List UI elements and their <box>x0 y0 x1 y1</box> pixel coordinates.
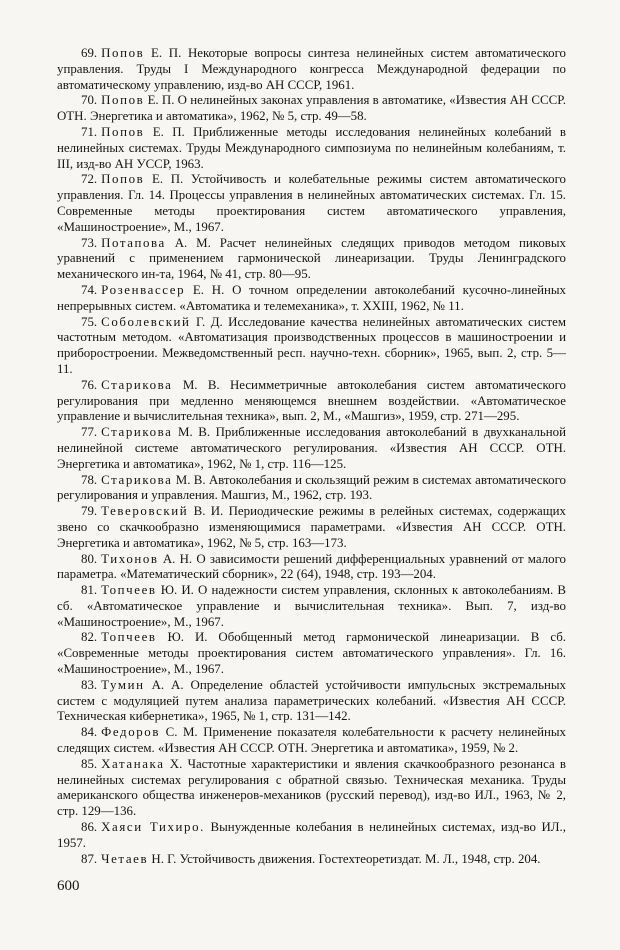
entry-number: 85. <box>81 756 98 771</box>
entry-number: 83. <box>81 677 98 692</box>
entry-author: Четаев <box>101 851 149 866</box>
entry-text: В. И. Периодические режимы в релейных системах, содержащих звено со скачкообразно изменяющимися параметрами. «Известия АН СССР. ОТН. Энергетика и автоматика», 1962, № 5, стр. 163—173. <box>57 504 566 550</box>
entry-number: 73. <box>81 235 98 250</box>
entry-author: Топчеев <box>101 630 157 645</box>
entry-number: 72. <box>81 172 98 187</box>
entry-text: А. А. Определение областей устойчивости импульсных экстремальных систем с модуляцией путем анализа параметрических колебаний. «Известия АН СССР. Техническая кибернетика», 1965, № 1, стр. 131—142. <box>57 677 566 724</box>
entry-author: Тумин <box>101 677 145 692</box>
entry-text: М. В. Приближенные исследования автоколебаний в двухканальной нелинейной системе автоматического регулирования. «Известия АН СССР. ОТН. Энергетика и автоматика», 1962, № 1, стр. 116—125. <box>57 425 566 471</box>
entry-number: 76. <box>81 377 98 392</box>
entry-author: Тихонов <box>101 551 159 566</box>
bibliography-entry <box>57 46 566 93</box>
entry-author: Соболевский <box>101 314 191 329</box>
entry-author: Попов <box>101 93 145 108</box>
entry-number: 70. <box>81 93 98 108</box>
entry-author: Теверовский <box>101 504 189 519</box>
bibliography-entry <box>57 852 566 868</box>
entry-text: Е. П. О нелинейных законах управления в автоматике, «Известия АН СССР. ОТН. Энергетика и автоматика», 1962, № 5, стр. 49—58. <box>57 93 566 124</box>
entry-author: Старикова <box>101 472 173 487</box>
entry-number: 80. <box>81 551 98 566</box>
bibliography-entry <box>57 725 566 757</box>
entry-text: Ю. И. О надежности систем управления, склонных к автоколебаниям. В сб. «Автоматическое управление и вычислительная техника». Вып. 7, изд-во «Машиностроение», М., 1967. <box>57 583 566 629</box>
bibliography-entry <box>57 425 566 472</box>
entry-text: М. В. Несимметричные автоколебания систем автоматического регулирования при медленно меняющемся внешнем воздействии. «Автоматическое управление и вычислительная техника», вып. 2, М., «Машгиз», 1959, стр. 271—295. <box>57 377 566 424</box>
bibliography-entry <box>57 630 566 677</box>
bibliography-entry <box>57 504 566 551</box>
bibliography-entry <box>57 315 566 378</box>
entry-number: 71. <box>81 124 98 139</box>
bibliography-entry <box>57 172 566 235</box>
entry-number: 84. <box>81 725 98 740</box>
entry-text: С. М. Применение показателя колебательности к расчету нелинейных следящих систем. «Известия АН СССР. ОТН. Энергетика и автоматика», 1959, № 2. <box>57 725 566 756</box>
bibliography-entry <box>57 236 566 283</box>
bibliography-entry <box>57 473 566 505</box>
entry-author: Розенвассер <box>101 282 186 297</box>
entry-author: Попов <box>101 46 145 60</box>
entry-author: Федоров <box>101 725 161 740</box>
entry-number: 79. <box>81 504 98 519</box>
entry-text: Х. Частотные характеристики и явления скачкообразного резонанса в нелинейных системах регулирования с обратной связью. Техническая механика. Труды американского общества инженеров-механиков (русский перевод), изд-во ИЛ., 1963, № 2, стр. 129—136. <box>57 756 566 819</box>
bibliography-entry <box>57 678 566 725</box>
entry-number: 77. <box>81 425 98 440</box>
entry-text: А. Н. О зависимости решений дифференциальных уравнений от малого параметра. «Математический сборник», 22 (64), 1948, стр. 193—204. <box>57 551 566 582</box>
entry-text: Е. П. Устойчивость и колебательные режимы систем автоматического управления. Гл. 14. Процессы управления в нелинейных автоматических системах. Гл. 15. Современные методы проектирования систем автоматического управления, «Машиностроение», М., 1967. <box>57 172 566 234</box>
bibliography-entry <box>57 552 566 584</box>
bibliography-entry <box>57 583 566 630</box>
bibliography-entry <box>57 378 566 425</box>
bibliography-entry <box>57 125 566 172</box>
entry-author: Хаяси Тихиро. <box>101 820 205 835</box>
entry-number: 82. <box>81 630 98 645</box>
entry-text: А. М. Расчет нелинейных следящих приводов методом пиковых уравнений с применением гармонической линеаризации. Труды Ленинградского механического ин-та, 1964, № 41, стр. 80—95. <box>57 235 566 282</box>
entry-author: Попов <box>101 124 145 139</box>
entry-number: 75. <box>81 314 98 329</box>
entry-text: М. В. Автоколебания и скользящий режим в системах автоматического регулирования и управления. Машгиз, М., 1962, стр. 193. <box>57 472 566 503</box>
entry-number: 87. <box>81 851 98 866</box>
entry-number: 81. <box>81 583 98 598</box>
entry-text: Ю. И. Обобщенный метод гармонической линеаризации. В сб. «Современные методы проектирования систем автоматического управления». Гл. 16. «Машиностроение», М., 1967. <box>57 630 566 677</box>
entry-number: 78. <box>81 472 98 487</box>
entry-text: Н. Г. Устойчивость движения. Гостехтеоретиздат. М. Л., 1948, стр. 204. <box>151 851 541 866</box>
bibliography-entry <box>57 757 566 820</box>
entry-author: Старикова <box>101 377 173 392</box>
entry-text: Е. П. Некоторые вопросы синтеза нелинейных систем автоматического управления. Труды I Международного конгресса Международной федерации по автоматическому управлению, изд-во АН СССР, 1961. <box>57 46 566 92</box>
entry-author: Потапова <box>101 235 166 250</box>
entry-author: Попов <box>101 172 145 187</box>
entry-author: Хатанака <box>101 756 165 771</box>
entry-number: 86. <box>81 820 98 835</box>
entry-number: 69. <box>81 46 98 60</box>
bibliography-list <box>57 46 566 867</box>
entry-author: Топчеев <box>101 583 157 598</box>
bibliography-entry <box>57 93 566 125</box>
bibliography-entry <box>57 283 566 315</box>
entry-text: Е. Н. О точном определении автоколебаний кусочно-линейных непрерывных систем. «Автоматика и телемеханика», т. XXIII, 1962, № 11. <box>57 282 566 313</box>
entry-text: Вынужденные колебания в нелинейных системах, изд-во ИЛ., 1957. <box>57 820 566 850</box>
bibliography-entry <box>57 820 566 852</box>
entry-number: 74. <box>81 282 98 297</box>
entry-text: Г. Д. Исследование качества нелинейных автоматических систем частотным методом. «Автоматизация производственных процессов в машиностроении и приборостроении. Межведомственный респ. научно-техн. сборник», 1965, вып. 2, стр. 5—11. <box>57 314 566 376</box>
entry-author: Старикова <box>101 425 173 440</box>
entry-text: Е. П. Приближенные методы исследования нелинейных колебаний в нелинейных системах. Труды Международного симпозиума по нелинейным колебаниям, т. III, изд-во АН УССР, 1963. <box>57 124 566 171</box>
page-number: 600 <box>57 878 80 894</box>
